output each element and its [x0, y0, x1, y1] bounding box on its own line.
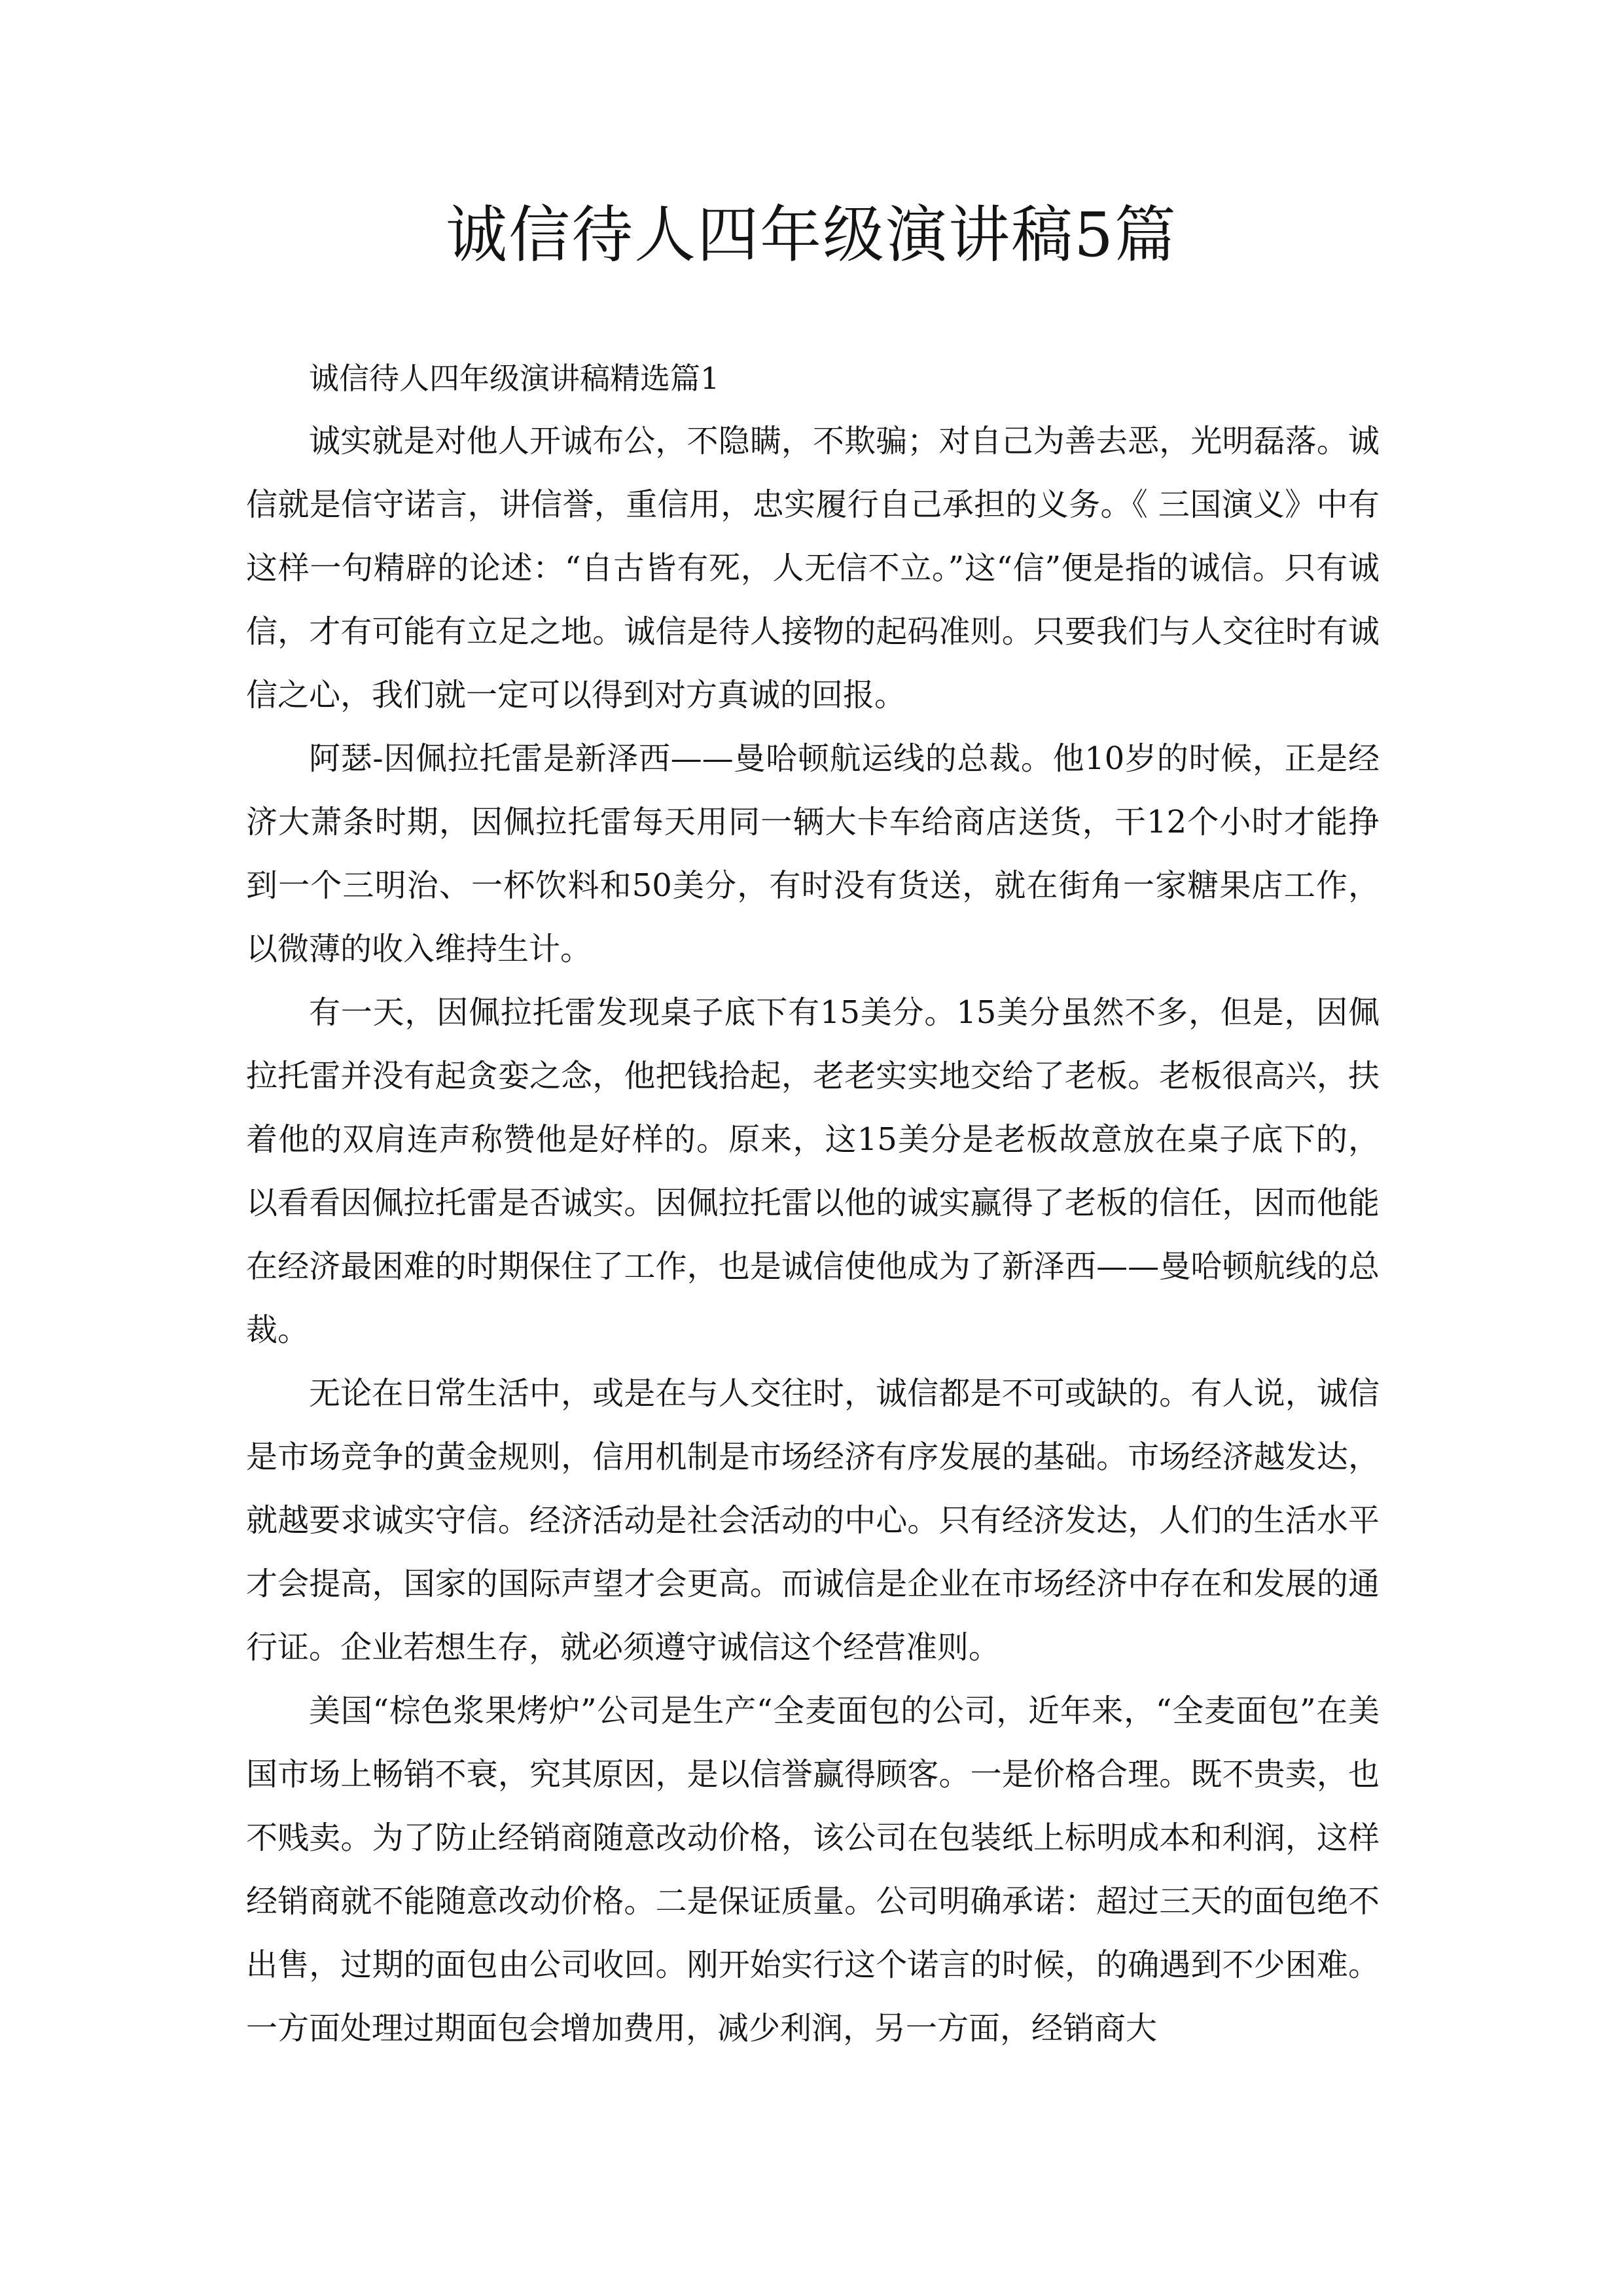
paragraph-1: 诚实就是对他人开诚布公，不隐瞒，不欺骗；对自己为善去恶，光明磊落。诚信就是信守诺言，讲信誉，重信用，忠实履行自己承担的义务。《 三国演义》中有这样一句精辟的论述：“自古皆有死，人无信不立。”这“信”便是指的诚信。只有诚信，才有可能有立足之地。诚信是待人接物的起码准则。只要我们与人交往时有诚信之心，我们就一定可以得到对方真诚的回报。	[246, 423, 1380, 713]
paragraph-3: 有一天，因佩拉托雷发现桌子底下有15美分。15美分虽然不多，但是，因佩拉托雷并没有起贪娈之念，他把钱拾起，老老实实地交给了老板。老板很高兴，扶着他的双肩连声称赞他是好样的。原来，这15美分是老板故意放在桌子底下的，以看看因佩拉托雷是否诚实。因佩拉托雷以他的诚实赢得了老板的信任，因而他能在经济最困难的时期保住了工作，也是诚信使他成为了新泽西——曼哈顿航线的总裁。	[246, 994, 1380, 1348]
paragraph-4: 无论在日常生活中，或是在与人交往时，诚信都是不可或缺的。有人说，诚信是市场竞争的黄金规则，信用机制是市场经济有序发展的基础。市场经济越发达，就越要求诚实守信。经济活动是社会活动的中心。只有经济发达，人们的生活水平才会提高，国家的国际声望才会更高。而诚信是企业在市场经济中存在和发展的通行证。企业若想生存，就必须遵守诚信这个经营准则。	[246, 1375, 1380, 1666]
document-body	[246, 347, 1380, 2060]
document-title: 诚信待人四年级演讲稿5篇	[446, 200, 1177, 271]
paragraph-5: 美国“棕色浆果烤炉”公司是生产“全麦面包的公司，近年来，“全麦面包”在美国市场上畅销不衰，究其原因，是以信誉赢得顾客。一是价格合理。既不贵卖，也不贱卖。为了防止经销商随意改动价格，该公司在包装纸上标明成本和利润，这样经销商就不能随意改动价格。二是保证质量。公司明确承诺：超过三天的面包绝不出售，过期的面包由公司收回。刚开始实行这个诺言的时候，的确遇到不少困难。一方面处理过期面包会增加费用，减少利润，另一方面，经销商大	[246, 1693, 1380, 2047]
section-heading: 诚信待人四年级演讲稿精选篇1	[309, 361, 720, 396]
paragraph-2: 阿瑟-因佩拉托雷是新泽西——曼哈顿航运线的总裁。他10岁的时候，正是经济大萧条时期，因佩拉托雷每天用同一辆大卡车给商店送货，干12个小时才能挣到一个三明治、一杯饮料和50美分，有时没有货送，就在街角一家糖果店工作，以微薄的收入维持生计。	[246, 740, 1380, 967]
